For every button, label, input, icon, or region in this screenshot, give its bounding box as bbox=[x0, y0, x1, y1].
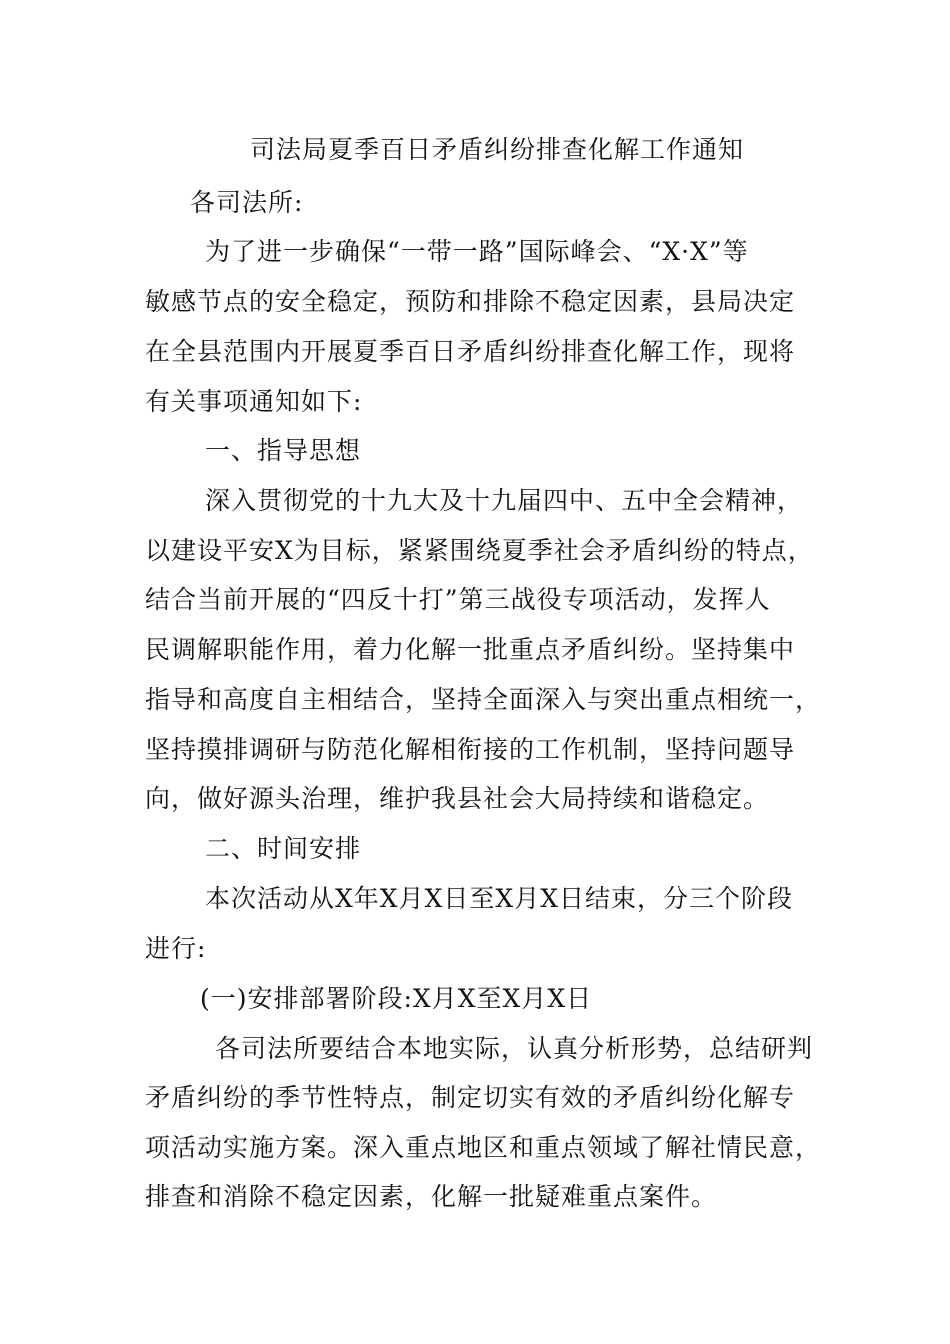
intro-line-2: 敏感节点的安全稳定，预防和排除不稳定因素，县局决定 bbox=[145, 287, 796, 316]
stage1-line-2: 矛盾纠纷的季节性特点，制定切实有效的矛盾纠纷化解专 bbox=[145, 1083, 796, 1112]
document-title: 司法局夏季百日矛盾纠纷排查化解工作通知 bbox=[250, 135, 745, 164]
intro-line-1: 为了进一步确保“一带一路”国际峰会、“X·X”等 bbox=[205, 237, 749, 266]
section1-line-2: 以建设平安X为目标，紧紧围绕夏季社会矛盾纠纷的特点， bbox=[145, 536, 814, 565]
section2-line-1: 本次活动从X年X月X日至X月X日结束，分三个阶段 bbox=[205, 884, 793, 913]
section1-line-1: 深入贯彻党的十九大及十九届四中、五中全会精神， bbox=[205, 486, 804, 515]
stage1-line-4: 排查和消除不稳定因素，化解一批疑难重点案件。 bbox=[145, 1182, 718, 1211]
section1-line-5: 指导和高度自主相结合，坚持全面深入与突出重点相统一， bbox=[145, 685, 822, 714]
intro-line-4: 有关事项通知如下: bbox=[145, 387, 363, 416]
section1-line-4: 民调解职能作用，着力化解一批重点矛盾纠纷。坚持集中 bbox=[145, 635, 796, 664]
section1-line-6: 坚持摸排调研与防范化解相衔接的工作机制，坚持问题导 bbox=[145, 735, 796, 764]
section1-heading: 一、指导思想 bbox=[205, 436, 362, 465]
stage1-heading: (一)安排部署阶段:X月X至X月X日 bbox=[200, 984, 593, 1013]
salutation: 各司法所: bbox=[190, 188, 304, 217]
section2-heading: 二、时间安排 bbox=[205, 834, 362, 863]
section1-line-3: 结合当前开展的“四反十打”第三战役专项活动，发挥人 bbox=[145, 585, 771, 614]
section2-line-2: 进行: bbox=[145, 934, 207, 963]
stage1-line-3: 项活动实施方案。深入重点地区和重点领域了解社情民意， bbox=[145, 1133, 822, 1162]
intro-line-3: 在全县范围内开展夏季百日矛盾纠纷排查化解工作，现将 bbox=[145, 337, 796, 366]
section1-line-7: 向，做好源头治理，维护我县社会大局持续和谐稳定。 bbox=[145, 784, 770, 813]
stage1-line-1: 各司法所要结合本地实际，认真分析形势，总结研判 bbox=[215, 1034, 814, 1063]
